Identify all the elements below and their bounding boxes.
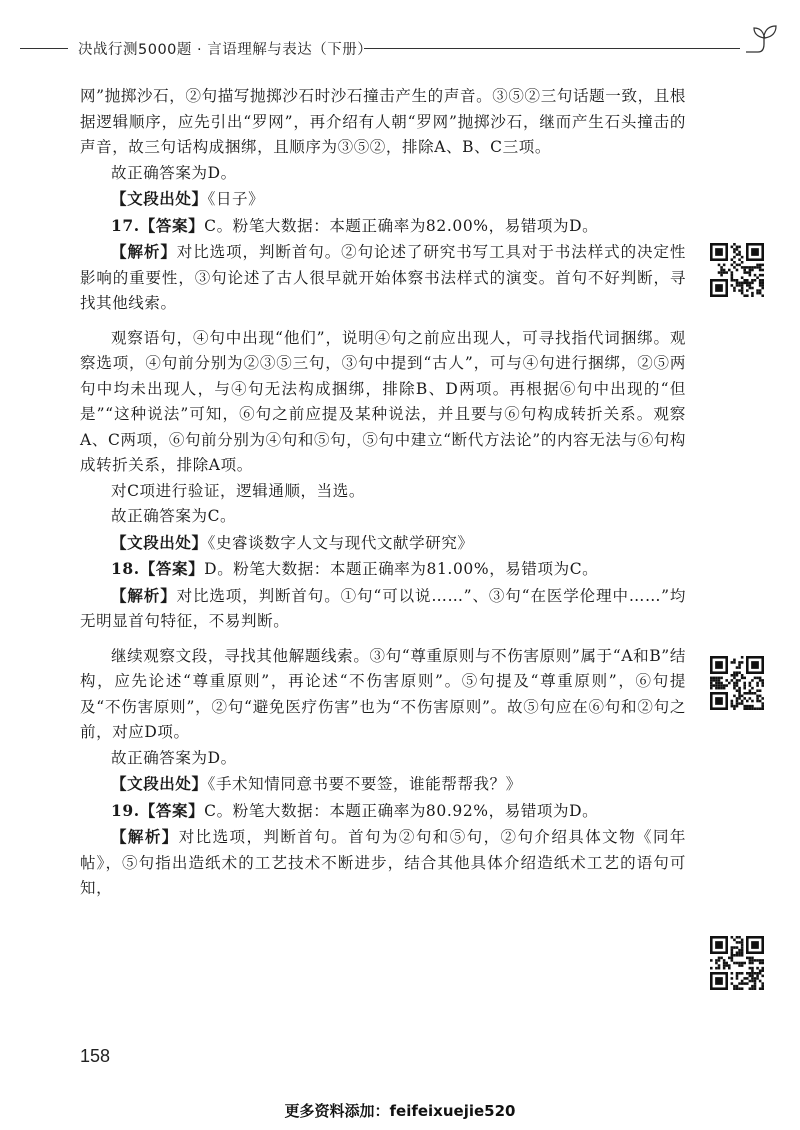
analysis-label: 【解析】 bbox=[111, 585, 177, 605]
answer-line-17: 17.【答案】C。粉笔大数据：本题正确率为82.00%，易错项为D。 bbox=[111, 215, 599, 235]
footer-contact: 更多资料添加：feifeixuejie520 bbox=[284, 1102, 516, 1120]
analysis-label: 【解析】 bbox=[111, 242, 177, 261]
sprout-icon bbox=[742, 22, 782, 60]
qr-code-icon[interactable] bbox=[710, 936, 764, 990]
answer-label: 19.【答案】 bbox=[111, 800, 205, 820]
paragraph: 对C项进行验证，逻辑通顺，当选。 bbox=[111, 481, 365, 500]
page-number: 158 bbox=[80, 1046, 111, 1066]
paragraph: 观察语句，④句中出现“他们”，说明④句之前应出现人，可寻找指代词捆绑。观察选项，④句前分别为②③⑤三句，③句中提到“古人”，可与④句进行捆绑，②⑤两句中均未出现人，与④句无法构成捆绑，排除B、D两项。再根据⑥句中出现的“但是”“这种说法”可知，⑥句之前应提及某种说法，并且要与⑥句构成转折关系。观察A、C两项，⑥句前分别为④句和⑤句，⑤句中建立“断代方法论”的内容无法与⑥句构成转折关系，排除A项。 bbox=[80, 328, 686, 474]
source-label: 【文段出处】 bbox=[111, 532, 208, 552]
paragraph: 网”抛掷沙石，②句描写抛掷沙石时沙石撞击产生的声音。③⑤②三句话题一致，且根据逻辑顺序，应先引出“罗网”，再介绍有人朝“罗网”抛掷沙石，继而产生石头撞击的声音，故三句话构成捆绑，且顺序为③⑤②，排除A、B、C三项。 bbox=[80, 87, 686, 156]
source-line: 【文段出处】《史睿谈数字人文与现代文献学研究》 bbox=[111, 532, 474, 552]
header-rule-right bbox=[364, 48, 740, 49]
page-body bbox=[80, 84, 686, 902]
source-label: 【文段出处】 bbox=[111, 189, 208, 208]
paragraph: 故正确答案为C。 bbox=[111, 507, 237, 525]
analysis-paragraph: 【解析】对比选项，判断首句。②句论述了研究书写工具对于书法样式的决定性影响的重要性，③句论述了古人很早就开始体察书法样式的演变。首句不好判断，寻找其他线索。 bbox=[80, 242, 687, 312]
running-header bbox=[20, 36, 780, 60]
paragraph: 故正确答案为D。 bbox=[111, 163, 237, 182]
source-label: 【文段出处】 bbox=[111, 774, 208, 793]
header-rule-left bbox=[20, 48, 68, 49]
source-line: 【文段出处】《日子》 bbox=[111, 189, 265, 208]
analysis-paragraph: 【解析】对比选项，判断首句。①句“可以说……”、③句“在医学伦理中……”均无明显首句特征，不易判断。 bbox=[80, 585, 687, 630]
paragraph: 故正确答案为D。 bbox=[111, 748, 237, 767]
analysis-label: 【解析】 bbox=[111, 827, 179, 846]
answer-label: 18.【答案】 bbox=[111, 559, 205, 578]
book-title: 决战行测5000题 · 言语理解与表达（下册） bbox=[78, 42, 373, 58]
answer-line-18: 18.【答案】D。粉笔大数据：本题正确率为81.00%，易错项为C。 bbox=[111, 559, 599, 578]
paragraph: 继续观察文段，寻找其他解题线索。③句“尊重原则与不伤害原则”属于“A和B”结构，应先论述“尊重原则”，再论述“不伤害原则”。⑤句提及“尊重原则”，⑥句提及“不伤害原则”，②句“避免医疗伤害”也为“不伤害原则”。故⑤句应在⑥句和②句之前，对应D项。 bbox=[80, 646, 686, 741]
qr-code-icon[interactable] bbox=[710, 656, 764, 710]
qr-code-icon[interactable] bbox=[710, 243, 764, 297]
answer-line-19: 19.【答案】C。粉笔大数据：本题正确率为80.92%，易错项为D。 bbox=[111, 800, 599, 820]
source-line: 【文段出处】《手术知情同意书要不要签，谁能帮帮我？》 bbox=[111, 774, 522, 793]
analysis-paragraph: 【解析】对比选项，判断首句。首句为②句和⑤句，②句介绍具体文物《同年帖》，⑤句指出造纸术的工艺技术不断进步，结合其他具体介绍造纸术工艺的语句可知， bbox=[80, 827, 686, 897]
answer-label: 17.【答案】 bbox=[111, 215, 205, 235]
